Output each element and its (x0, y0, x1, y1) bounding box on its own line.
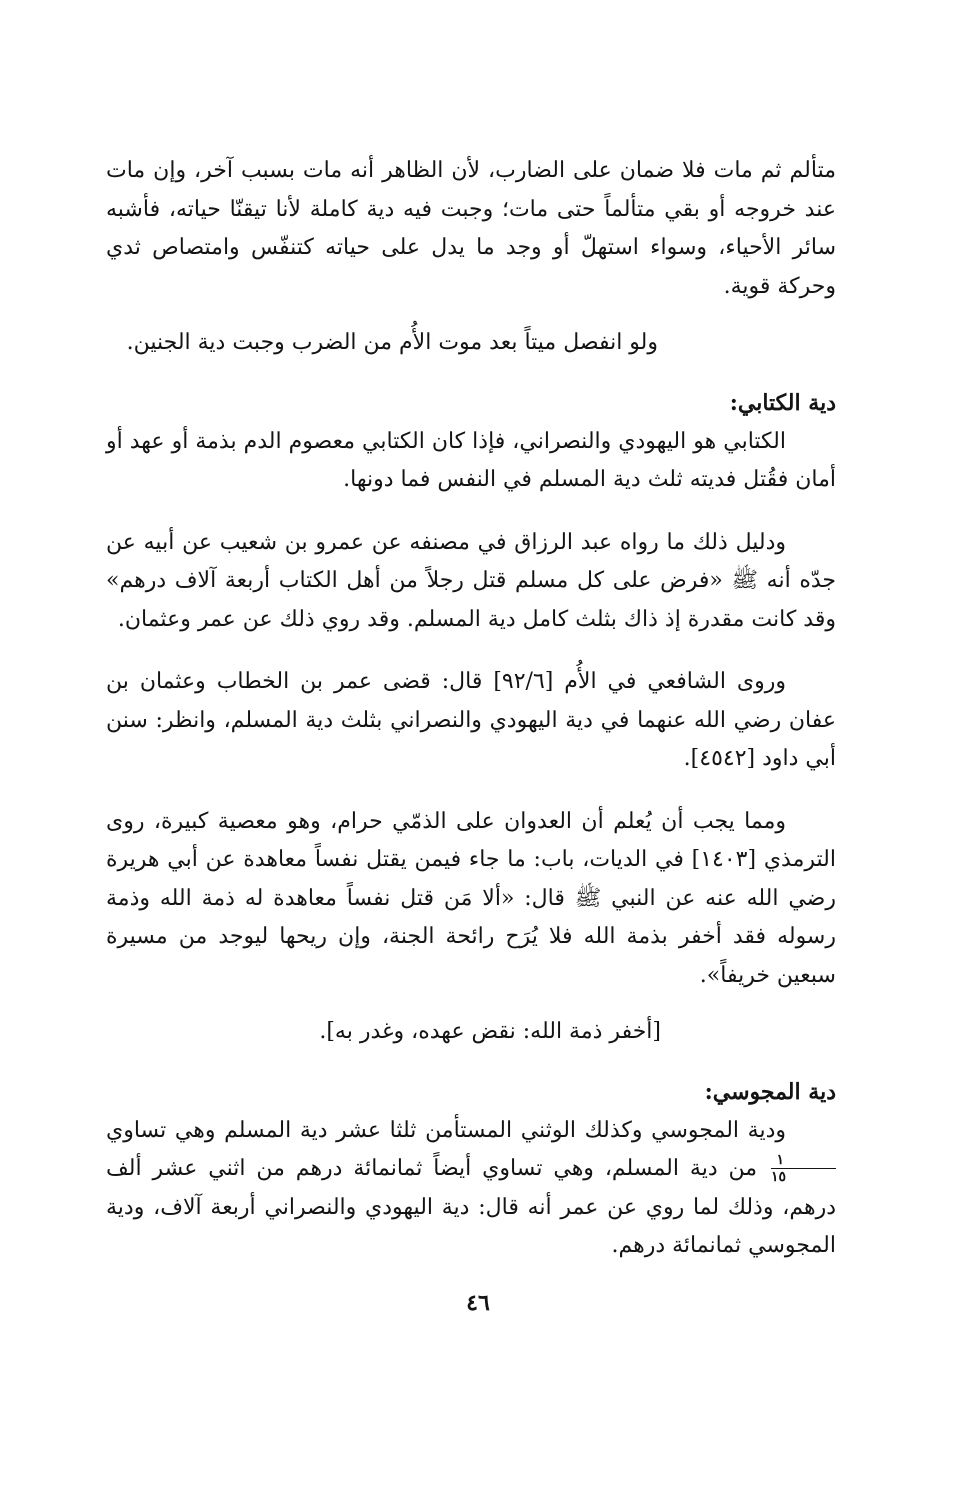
paragraph-fetus-after-mother: ولو انفصل ميتاً بعد موت الأُم من الضرب وجبت دية الجنين. (126, 330, 658, 355)
majusi-text-start: ودية المجوسي وكذلك الوثني المستأمن ثلثا عشر دية المسلم وهي تساوي (106, 1117, 786, 1143)
fraction-denominator: ١٥ (770, 1169, 786, 1185)
paragraph-gloss-note: [أخفر ذمة الله: نقض عهده، وغدر به]. (319, 1019, 661, 1044)
paragraph-dhimmi-prohibition: ومما يجب أن يُعلم أن العدوان على الذمّي حرام، وهو معصية كبيرة، روى الترمذي [١٤٠٣] في الديات، باب: ما جاء فيمن يقتل نفساً معاهدة عن أبي هريرة رضي الله عنه عن النبي ﷺ قال: «ألا مَن قتل نفساً معاهدة له ذمة الله وذمة رسوله فقد أخفر بذمة الله فلا يُرَح رائحة الجنة، وإن ريحها ليوجد من مسيرة سبعين خريفاً». (106, 808, 836, 988)
page-number: ٤٦ (466, 1290, 490, 1316)
paragraph-shafii-narration: وروى الشافعي في الأُم [٩٢/٦] قال: قضى عمر بن الخطاب وعثمان بن عفان رضي الله عنهما في دية اليهودي والنصراني بثلث دية المسلم، وانظر: سنن أبي داود [٤٥٤٢]. (106, 669, 836, 771)
majusi-text-end: من دية المسلم، وهي تساوي أيضاً ثمانمائة درهم من اثني عشر ألف درهم، وذلك لما روي عن عمر أنه قال: دية اليهودي والنصراني أربعة آلاف، ودية المجوسي ثمانمائة درهم. (106, 1156, 836, 1258)
section-heading-kitabi: دية الكتابي: (729, 389, 836, 416)
paragraph-continuation: متألم ثم مات فلا ضمان على الضارب، لأن الظاهر أنه مات بسبب آخر، وإن مات عند خروجه أو بقي متألماً حتى مات؛ وجبت فيه دية كاملة لأنا تيقنّا حياته، فأشبه سائر الأحياء، وسواء استهلّ أو وجد ما يدل على حياته كتنفّس وامتصاص ثدي وحركة قوية. (106, 158, 836, 299)
fraction-one-fifteenth (771, 1153, 836, 1184)
paragraph-kitabi-evidence: ودليل ذلك ما رواه عبد الرزاق في مصنفه عن عمرو بن شعيب عن أبيه عن جدّه أنه ﷺ «فرض على كل مسلم قتل رجلاً من أهل الكتاب أربعة آلاف درهم» وقد كانت مقدرة إذ ذاك بثلث كامل دية المسلم. وقد روي ذلك عن عمر وعثمان. (106, 529, 836, 632)
paragraph-kitabi-definition: الكتابي هو اليهودي والنصراني، فإذا كان الكتابي معصوم الدم بذمة أو عهد أو أمان فقُتل فديته ثلث دية المسلم في النفس فما دونها. (106, 428, 836, 492)
page-body (106, 152, 836, 1266)
paragraph-majusi-ruling (106, 1112, 836, 1266)
section-heading-majusi: دية المجوسي: (704, 1078, 836, 1105)
fraction-numerator: ١ (771, 1153, 836, 1169)
